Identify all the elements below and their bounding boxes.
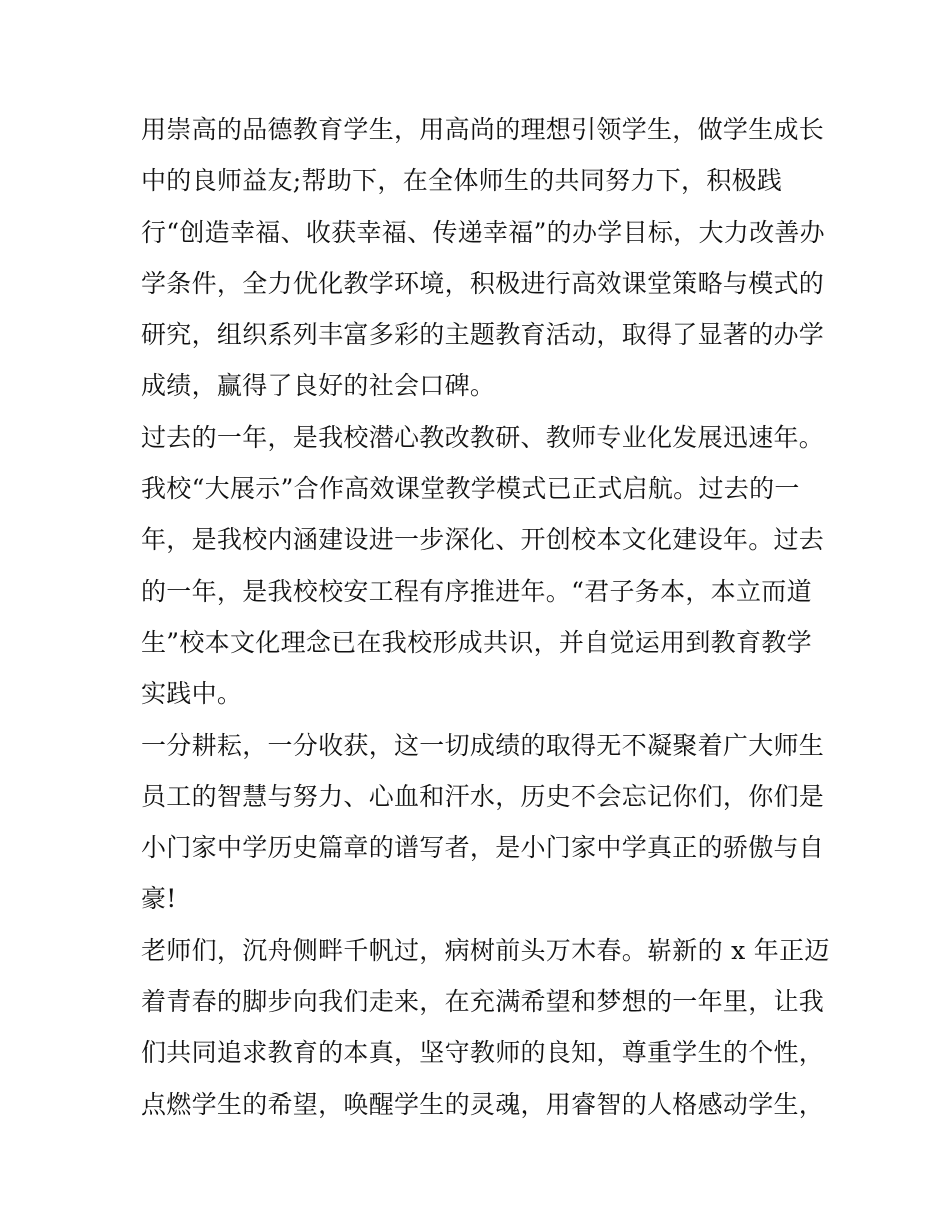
text-line: 的一年，是我校校安工程有序推进年。“君子务本，本立而道 [141,576,812,606]
text-line: 中的良师益友;帮助下，在全体师生的共同努力下，积极践 [141,166,783,196]
body-text [141,104,830,1130]
text-line: 豪! [141,884,177,914]
text-line: 生”校本文化理念已在我校形成共识，并自觉运用到教育教学 [141,627,812,657]
text-line: 年，是我校内涵建设进一步深化、开创校本文化建设年。过去 [141,525,825,555]
text-line: 成绩，赢得了良好的社会口碑。 [141,371,496,401]
text-line: 们共同追求教育的本真，坚守教师的良知，尊重学生的个性， [141,1038,825,1068]
text-line: 学条件，全力优化教学环境，积极进行高效课堂策略与模式的 [141,268,825,298]
text-line: 用崇高的品德教育学生，用高尚的理想引领学生，做学生成长 [141,115,825,144]
text-line: 老师们，沉舟侧畔千帆过，病树前头万木春。崭新的 x 年正迈 [141,935,830,965]
text-line: 行“创造幸福、收获幸福、传递幸福”的办学目标，大力改善办 [141,217,825,247]
text-line: 员工的智慧与努力、心血和汗水，历史不会忘记你们，你们是 [141,781,825,811]
text-line: 研究，组织系列丰富多彩的主题教育活动，取得了显著的办学 [141,320,825,350]
text-line: 过去的一年，是我校潜心教改教研、教师专业化发展迅速年。 [141,422,825,452]
text-line: 一分耕耘，一分收获，这一切成绩的取得无不凝聚着广大师生 [141,730,825,760]
text-line: 实践中。 [141,679,243,709]
text-line: 着青春的脚步向我们走来，在充满希望和梦想的一年里，让我 [141,987,825,1017]
text-line: 小门家中学历史篇章的谱写者，是小门家中学真正的骄傲与自 [141,833,825,863]
text-line: 点燃学生的希望，唤醒学生的灵魂，用睿智的人格感动学生， [141,1089,825,1119]
text-line: 我校“大展示”合作高效课堂教学模式已正式启航。过去的一 [141,474,800,504]
